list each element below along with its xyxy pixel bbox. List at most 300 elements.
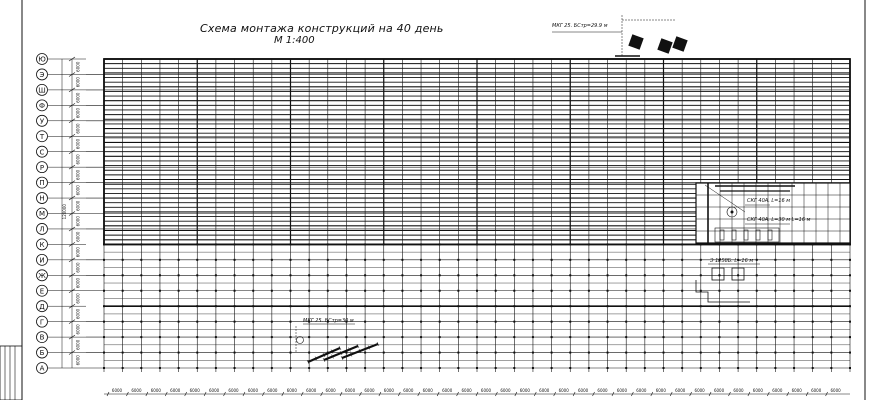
column-node — [234, 274, 236, 276]
column-node — [495, 321, 497, 323]
column-node — [849, 321, 851, 323]
column-node — [178, 367, 180, 369]
column-node — [569, 259, 571, 261]
column-node — [774, 259, 776, 261]
crane-label-right-upper: СКГ 40А. L=16 м — [747, 198, 791, 204]
column-node — [271, 321, 273, 323]
column-node — [401, 274, 403, 276]
column-node — [793, 259, 795, 261]
row-axis-label: Н — [39, 194, 45, 203]
column-spacing-label: 6000 — [811, 388, 822, 393]
column-node — [103, 305, 105, 307]
column-node — [196, 305, 198, 307]
column-spacing-label: 6000 — [713, 388, 725, 393]
row-spacing-label: 6000 — [75, 339, 81, 350]
column-node — [439, 367, 441, 369]
column-node — [420, 290, 422, 292]
column-node — [812, 352, 814, 354]
column-node — [588, 321, 590, 323]
column-node — [756, 321, 758, 323]
row-axis-label: М — [38, 210, 46, 219]
column-spacing-label: 6000 — [150, 388, 161, 393]
column-node — [196, 367, 198, 369]
column-spacing-label: 6000 — [733, 388, 744, 393]
column-node — [234, 305, 236, 307]
row-spacing-label: 6000 — [75, 169, 81, 180]
column-node — [215, 336, 217, 338]
column-node — [700, 290, 702, 292]
column-node — [383, 321, 385, 323]
row-spacing-label: 6000 — [75, 123, 81, 134]
column-spacing-label: 6000 — [189, 388, 200, 393]
column-spacing-label: 6000 — [791, 388, 802, 393]
row-spacing-label: 6000 — [75, 138, 81, 150]
row-axis-label: Л — [39, 225, 45, 234]
column-node — [364, 274, 366, 276]
column-node — [607, 259, 609, 261]
column-node — [252, 274, 254, 276]
column-node — [122, 367, 124, 369]
column-node — [401, 290, 403, 292]
row-spacing-label: 6000 — [75, 216, 81, 227]
column-node — [159, 321, 161, 323]
column-node — [513, 305, 515, 307]
column-node — [196, 290, 198, 292]
column-node — [290, 259, 292, 261]
column-spacing-label: 6000 — [694, 388, 705, 393]
column-node — [644, 259, 646, 261]
column-node — [476, 259, 478, 261]
column-node — [383, 367, 385, 369]
column-node — [457, 352, 459, 354]
column-node — [737, 352, 739, 354]
column-node — [196, 336, 198, 338]
column-node — [663, 336, 665, 338]
column-node — [588, 290, 590, 292]
column-spacing-label: 6000 — [752, 388, 763, 393]
column-node — [476, 274, 478, 276]
column-node — [345, 259, 347, 261]
column-node — [178, 290, 180, 292]
column-node — [737, 367, 739, 369]
column-node — [234, 336, 236, 338]
column-node — [700, 352, 702, 354]
column-node — [569, 367, 571, 369]
column-node — [513, 274, 515, 276]
column-node — [103, 336, 105, 338]
column-node — [569, 336, 571, 338]
column-node — [569, 352, 571, 354]
column-spacing-label: 6000 — [383, 388, 394, 393]
column-node — [644, 305, 646, 307]
column-node — [718, 305, 720, 307]
column-node — [588, 352, 590, 354]
column-node — [159, 336, 161, 338]
column-node — [681, 290, 683, 292]
row-axis-label: Б — [39, 349, 45, 358]
row-axis-label: Ю — [38, 55, 46, 64]
column-node — [401, 367, 403, 369]
column-node — [812, 290, 814, 292]
column-node — [103, 367, 105, 369]
column-node — [420, 259, 422, 261]
column-node — [663, 305, 665, 307]
column-node — [327, 336, 329, 338]
column-spacing-label: 6000 — [500, 388, 511, 393]
column-node — [756, 352, 758, 354]
column-node — [513, 321, 515, 323]
column-node — [830, 321, 832, 323]
column-node — [234, 321, 236, 323]
column-spacing-label: 6000 — [578, 388, 589, 393]
column-node — [793, 336, 795, 338]
column-node — [532, 352, 534, 354]
column-spacing-label: 6000 — [344, 388, 356, 393]
row-spacing-label: 6000 — [75, 262, 81, 273]
column-node — [364, 352, 366, 354]
column-node — [532, 259, 534, 261]
column-node — [737, 274, 739, 276]
column-node — [513, 336, 515, 338]
column-node — [215, 352, 217, 354]
column-node — [439, 336, 441, 338]
drawing-scale: М 1:400 — [274, 35, 315, 46]
row-spacing-label: 6000 — [75, 92, 81, 103]
column-node — [774, 274, 776, 276]
column-node — [252, 259, 254, 261]
column-node — [457, 305, 459, 307]
column-node — [140, 367, 142, 369]
column-node — [644, 367, 646, 369]
column-node — [700, 321, 702, 323]
column-node — [476, 336, 478, 338]
column-spacing-label: 6000 — [597, 388, 608, 393]
column-node — [439, 305, 441, 307]
column-node — [122, 352, 124, 354]
column-node — [830, 352, 832, 354]
row-spacing-label: 6000 — [75, 107, 81, 119]
column-node — [756, 336, 758, 338]
column-spacing-label: 6000 — [209, 388, 220, 393]
column-spacing-label: 6000 — [558, 388, 569, 393]
column-node — [420, 367, 422, 369]
column-node — [607, 290, 609, 292]
column-node — [271, 274, 273, 276]
column-node — [681, 321, 683, 323]
row-axis-label: Э — [39, 71, 45, 80]
column-spacing-label: 6000 — [403, 388, 414, 393]
column-node — [700, 305, 702, 307]
column-node — [812, 274, 814, 276]
row-axis-label: К — [39, 241, 45, 249]
column-node — [774, 367, 776, 369]
column-node — [495, 367, 497, 369]
column-node — [140, 336, 142, 338]
column-node — [812, 336, 814, 338]
column-node — [495, 336, 497, 338]
column-node — [737, 290, 739, 292]
column-node — [345, 336, 347, 338]
column-spacing-label: 6000 — [480, 388, 492, 393]
row-spacing-label: 6000 — [75, 277, 81, 289]
column-node — [215, 321, 217, 323]
row-spacing-label: 6000 — [75, 61, 81, 72]
column-node — [513, 352, 515, 354]
column-node — [196, 274, 198, 276]
column-node — [551, 290, 553, 292]
column-node — [215, 290, 217, 292]
column-node — [327, 305, 329, 307]
column-node — [290, 352, 292, 354]
column-node — [345, 290, 347, 292]
column-node — [476, 321, 478, 323]
column-node — [551, 259, 553, 261]
column-node — [569, 290, 571, 292]
column-node — [625, 259, 627, 261]
row-axis-label: А — [39, 364, 45, 373]
column-node — [588, 305, 590, 307]
column-node — [718, 367, 720, 369]
column-node — [532, 290, 534, 292]
column-node — [476, 367, 478, 369]
crane-label-mid: Э 1258Б. L=16 м — [710, 258, 754, 264]
column-node — [663, 352, 665, 354]
column-node — [849, 290, 851, 292]
column-spacing-label: 6000 — [636, 388, 647, 393]
column-node — [663, 321, 665, 323]
column-node — [327, 290, 329, 292]
column-node — [476, 352, 478, 354]
column-node — [122, 274, 124, 276]
column-node — [663, 367, 665, 369]
row-axis-label: Ш — [38, 86, 46, 95]
column-node — [159, 274, 161, 276]
column-node — [774, 321, 776, 323]
column-node — [718, 290, 720, 292]
column-node — [793, 321, 795, 323]
column-node — [793, 290, 795, 292]
column-node — [569, 305, 571, 307]
row-spacing-label: 6000 — [75, 154, 81, 165]
column-node — [383, 352, 385, 354]
column-node — [513, 290, 515, 292]
column-node — [159, 305, 161, 307]
column-node — [625, 321, 627, 323]
column-node — [737, 336, 739, 338]
column-node — [140, 259, 142, 261]
column-node — [793, 352, 795, 354]
column-node — [532, 274, 534, 276]
column-node — [103, 321, 105, 323]
column-spacing-label: 6000 — [364, 388, 375, 393]
row-axis-label: Т — [39, 132, 45, 141]
column-node — [700, 274, 702, 276]
row-axis-label: Е — [39, 287, 45, 296]
column-node — [420, 352, 422, 354]
crane-label-top: МКГ 25. БСтр=29.9 м — [552, 23, 608, 29]
row-spacing-label: 6000 — [75, 231, 81, 242]
row-axis-label: Г — [39, 318, 45, 327]
column-spacing-label: 6000 — [616, 388, 628, 393]
crane-label-right-lower: СКГ 40А. L=30 м L=16 м — [747, 217, 811, 223]
column-node — [756, 274, 758, 276]
column-node — [271, 259, 273, 261]
column-node — [252, 290, 254, 292]
column-node — [196, 352, 198, 354]
column-node — [607, 321, 609, 323]
unmounted-bay — [696, 183, 850, 243]
column-node — [178, 274, 180, 276]
column-node — [681, 367, 683, 369]
column-node — [401, 259, 403, 261]
column-node — [607, 367, 609, 369]
column-node — [290, 367, 292, 369]
column-node — [457, 321, 459, 323]
column-node — [327, 259, 329, 261]
column-node — [495, 352, 497, 354]
column-node — [756, 367, 758, 369]
row-axis-label: П — [39, 179, 45, 188]
column-node — [327, 367, 329, 369]
column-spacing-label: 6000 — [306, 388, 317, 393]
column-spacing-label: 6000 — [111, 388, 123, 393]
column-node — [401, 352, 403, 354]
column-node — [681, 336, 683, 338]
column-node — [140, 290, 142, 292]
column-node — [607, 336, 609, 338]
column-node — [215, 259, 217, 261]
column-node — [252, 305, 254, 307]
column-node — [140, 321, 142, 323]
column-node — [439, 259, 441, 261]
column-node — [290, 321, 292, 323]
column-node — [122, 336, 124, 338]
row-axis-label: И — [39, 256, 45, 265]
column-node — [457, 274, 459, 276]
column-node — [663, 259, 665, 261]
column-spacing-label: 6000 — [442, 388, 453, 393]
row-axis-label: С — [39, 148, 45, 157]
column-spacing-label: 6000 — [772, 388, 783, 393]
column-node — [812, 259, 814, 261]
column-node — [644, 274, 646, 276]
column-node — [607, 305, 609, 307]
column-node — [308, 367, 310, 369]
column-node — [700, 259, 702, 261]
row-spacing-label: 6000 — [75, 293, 81, 304]
column-node — [849, 352, 851, 354]
column-node — [700, 367, 702, 369]
column-node — [364, 259, 366, 261]
column-node — [644, 336, 646, 338]
mounted-element-block — [672, 36, 687, 51]
column-node — [103, 274, 105, 276]
column-node — [364, 336, 366, 338]
column-node — [774, 352, 776, 354]
column-node — [756, 290, 758, 292]
column-node — [793, 274, 795, 276]
column-node — [234, 290, 236, 292]
crane-label-bottom: МКГ 25. БСтр=30 м — [303, 318, 354, 324]
column-node — [364, 305, 366, 307]
column-node — [551, 352, 553, 354]
column-node — [271, 352, 273, 354]
column-node — [756, 259, 758, 261]
column-node — [103, 290, 105, 292]
row-axis-label: У — [39, 117, 45, 126]
column-node — [439, 274, 441, 276]
column-spacing-label: 6000 — [131, 388, 142, 393]
column-node — [644, 352, 646, 354]
row-axis-label: Ж — [38, 271, 46, 280]
column-node — [457, 336, 459, 338]
mounted-roof-block — [104, 59, 850, 244]
column-node — [644, 290, 646, 292]
column-node — [383, 305, 385, 307]
column-node — [588, 259, 590, 261]
column-node — [700, 336, 702, 338]
column-node — [290, 305, 292, 307]
column-node — [495, 259, 497, 261]
column-node — [122, 259, 124, 261]
row-spacing-label: 6000 — [75, 185, 81, 196]
column-node — [830, 336, 832, 338]
column-node — [420, 336, 422, 338]
column-node — [551, 274, 553, 276]
column-node — [159, 352, 161, 354]
column-spacing-label: 6000 — [247, 388, 259, 393]
column-node — [849, 259, 851, 261]
column-spacing-label: 6000 — [228, 388, 239, 393]
column-spacing-label: 6000 — [267, 388, 278, 393]
column-node — [439, 290, 441, 292]
column-node — [252, 321, 254, 323]
column-node — [551, 336, 553, 338]
column-spacing-label: 6000 — [830, 388, 841, 393]
row-spacing-label: 6000 — [75, 77, 81, 88]
column-node — [420, 305, 422, 307]
column-node — [495, 305, 497, 307]
column-node — [364, 321, 366, 323]
crane-track-segment — [712, 268, 724, 280]
column-node — [644, 321, 646, 323]
column-node — [476, 290, 478, 292]
column-node — [551, 321, 553, 323]
column-node — [830, 274, 832, 276]
column-node — [383, 259, 385, 261]
column-node — [737, 305, 739, 307]
column-node — [420, 321, 422, 323]
overall-dimension-label: 120000 — [62, 204, 67, 220]
column-node — [681, 259, 683, 261]
column-node — [588, 274, 590, 276]
row-spacing-label: 6000 — [75, 200, 81, 211]
column-node — [401, 336, 403, 338]
column-node — [532, 336, 534, 338]
column-node — [271, 367, 273, 369]
column-node — [122, 305, 124, 307]
column-node — [122, 290, 124, 292]
column-node — [625, 352, 627, 354]
column-node — [830, 290, 832, 292]
column-node — [513, 367, 515, 369]
column-node — [103, 352, 105, 354]
column-node — [290, 290, 292, 292]
column-node — [401, 305, 403, 307]
column-node — [159, 367, 161, 369]
column-node — [532, 305, 534, 307]
column-node — [364, 367, 366, 369]
